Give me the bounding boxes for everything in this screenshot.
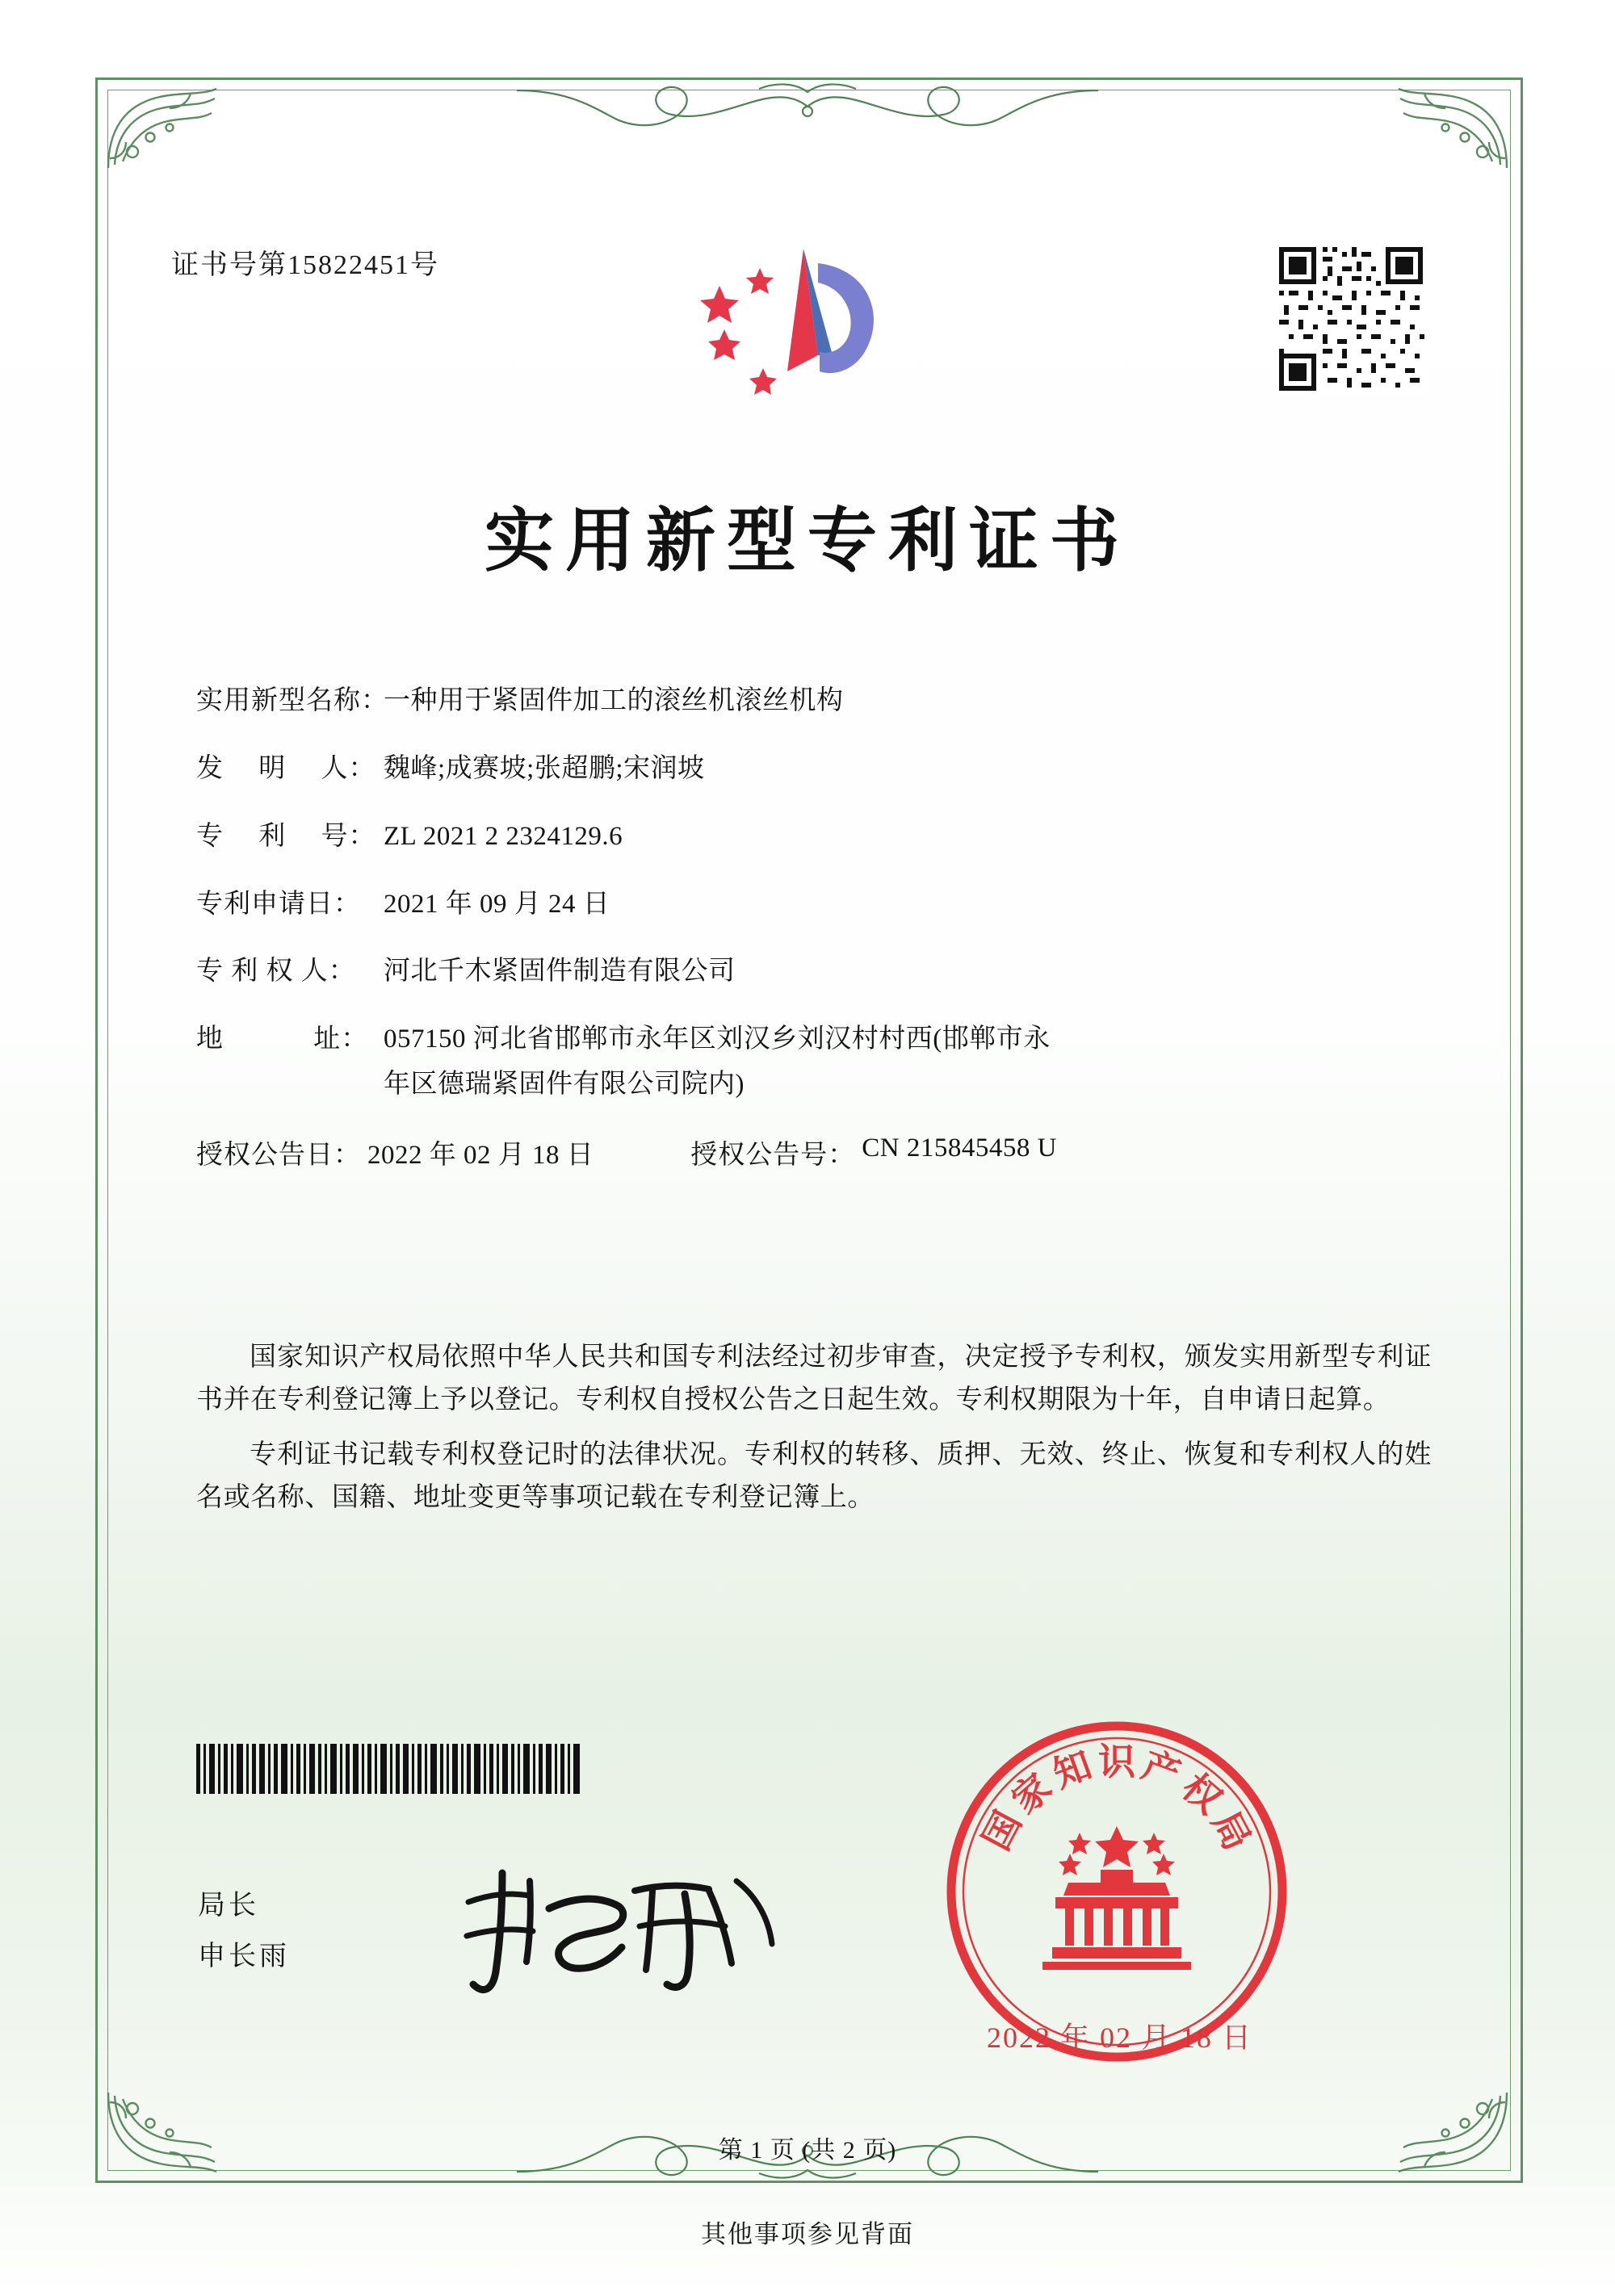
back-side-note: 其他事项参见背面 (701, 2220, 914, 2248)
corner-ornament-top-right (1391, 84, 1512, 173)
qr-code (1274, 242, 1428, 396)
field-value: 2021 年 09 月 24 日 (384, 889, 610, 919)
svg-text:家: 家 (1003, 1765, 1060, 1822)
cnipa-logo-icon (682, 234, 933, 412)
certificate-number: 证书号第15822451号 (171, 250, 439, 280)
field-list (196, 682, 1424, 1199)
field-patent-number (196, 818, 1424, 857)
field-utility-model-name (196, 682, 1424, 721)
top-center-ornament (517, 78, 1098, 134)
field-value: 一种用于紧固件加工的滚丝机滚丝机构 (384, 686, 844, 715)
director-title: 局长 (198, 1891, 259, 1921)
director-name: 申长雨 (198, 1941, 290, 1971)
field-value: 057150 河北省邯郸市永年区刘汉乡刘汉村村西(邯郸市永 (384, 1024, 1051, 1054)
grant-date-value: 2022 年 02 月 18 日 (367, 1140, 594, 1170)
field-value-line2: 年区德瑞紧固件有限公司院内) (384, 1070, 745, 1100)
field-value: 河北千木紧固件制造有限公司 (384, 957, 736, 987)
handwritten-signature (452, 1849, 791, 2002)
field-label: 专 利 权 人： (196, 957, 356, 987)
field-grant-row (196, 1133, 1424, 1171)
svg-text:权: 权 (1173, 1765, 1231, 1822)
page-number: 第 1 页 (共 2 页) (718, 2137, 897, 2164)
paragraph-1: 国家知识产权局依照中华人民共和国专利法经过初步审查，决定授予专利权，颁发实用新型专利证书并在专利登记簿上予以登记。专利权自授权公告之日起生效。专利权期限为十年，自申请日起算。 (196, 1343, 1432, 1415)
field-label: 发 明 人： (196, 753, 376, 783)
field-value: 魏峰;成赛坡;张超鹏;宋润坡 (384, 753, 705, 783)
field-inventors (196, 750, 1424, 789)
field-label: 地 址： (196, 1024, 369, 1054)
field-label: 专 利 号： (196, 821, 376, 851)
svg-text:识: 识 (1098, 1740, 1135, 1783)
corner-ornament-top-left (103, 84, 224, 173)
official-seal (943, 1718, 1290, 2065)
grant-number-label: 授权公告号： (690, 1140, 856, 1170)
field-value: ZL 2021 2 2324129.6 (384, 821, 623, 851)
grant-number-value: CN 215845458 U (862, 1133, 1057, 1163)
page-title: 实用新型专利证书 (484, 500, 1130, 581)
svg-text:知: 知 (1047, 1742, 1097, 1796)
field-label: 实用新型名称： (196, 686, 388, 715)
legal-text (196, 1336, 1432, 1531)
signature-labels (198, 1881, 290, 1983)
field-address (196, 1020, 1424, 1104)
field-patentee (196, 953, 1424, 991)
seal-date: 2022 年 02 月 18 日 (987, 2022, 1253, 2054)
svg-text:国: 国 (974, 1804, 1030, 1858)
svg-text:局: 局 (1203, 1804, 1260, 1858)
grant-date-label: 授权公告日： (196, 1140, 361, 1170)
paragraph-2: 专利证书记载专利权登记时的法律状况。专利权的转移、质押、无效、终止、恢复和专利权人的姓名或名称、国籍、地址变更等事项记载在专利登记簿上。 (196, 1439, 1432, 1513)
svg-text:产: 产 (1136, 1742, 1186, 1796)
field-label: 专利申请日： (196, 889, 361, 919)
barcode (196, 1744, 608, 1794)
field-application-date (196, 886, 1424, 924)
